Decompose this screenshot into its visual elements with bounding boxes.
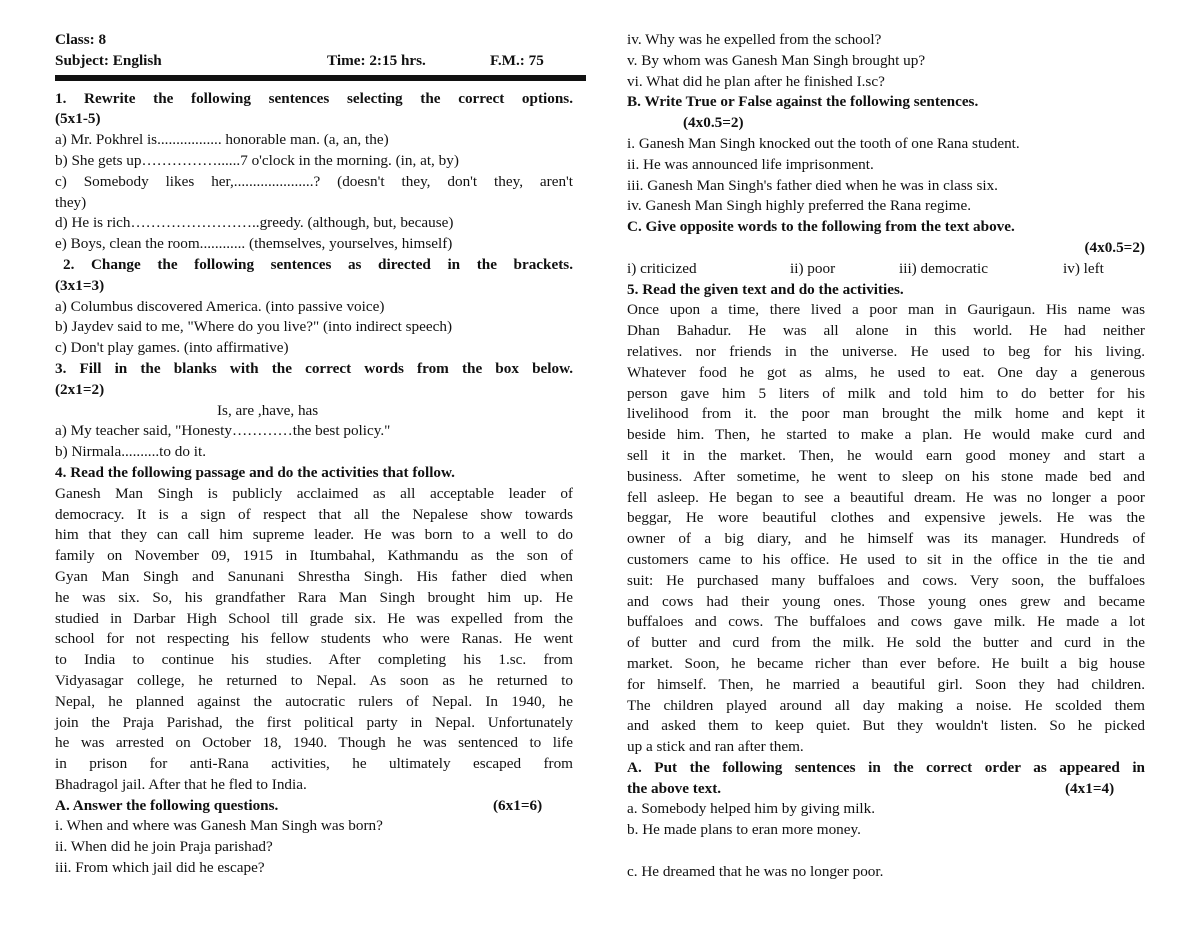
passage-line: Nepal, he planned against the autocratic rulers of Nepal. In 1940, he [55, 692, 573, 710]
q5a-item: b. He made plans to eran more money. [627, 821, 861, 839]
right-column [627, 30, 1145, 883]
passage-line: sell it in the market. Then, he would earn good money and start a [627, 446, 1145, 464]
q1-item: e) Boys, clean the room............ (themselves, yourselves, himself) [55, 235, 453, 253]
passage-line: he was arrested on October 18, 1940. Though he was sentenced to life [55, 734, 573, 752]
q4c-heading: C. Give opposite words to the following from the text above. [627, 218, 1015, 236]
q5a-heading: A. Put the following sentences in the correct order as appeared in [627, 758, 1145, 776]
q4a-item: ii. When did he join Praja parishad? [55, 838, 273, 856]
passage-line: business. After sometime, he went to sleep on his stone made bed and [627, 467, 1145, 485]
q5-heading: 5. Read the given text and do the activities. [627, 280, 904, 298]
q2-item: b) Jaydev said to me, "Where do you live?" (into indirect speech) [55, 318, 453, 336]
passage-line: Whatever food he got as alms, he used to eat. One day a generous [627, 363, 1145, 381]
q1-item: b) She gets up……………......7 o'clock in the morning. (in, at, by) [55, 151, 459, 169]
passage-line: Ganesh Man Singh is publicly acclaimed as all acceptable leader of [55, 484, 573, 502]
passage-line: person gave him 5 liters of milk and told him to do better for his [627, 384, 1145, 402]
subject-label: Subject: English [55, 51, 162, 69]
q4b-item: iv. Ganesh Man Singh highly preferred the Rana regime. [627, 197, 972, 215]
left-column [55, 30, 573, 879]
q2-item: a) Columbus discovered America. (into passive voice) [55, 297, 385, 315]
passage-line: Gyan Man Singh and Sanunani Shrestha Singh. His father died when [55, 567, 573, 585]
header-row [55, 51, 573, 72]
q1-marks: (5x1-5) [55, 110, 101, 128]
q4-heading: 4. Read the following passage and do the activities that follow. [55, 463, 455, 481]
q4a-heading: A. Answer the following questions. [55, 796, 279, 814]
q1-item: they) [55, 193, 87, 211]
q4a-marks: (6x1=6) [493, 796, 543, 814]
q5a-heading-row [627, 779, 1145, 800]
passage-line: The children played around all day making a noise. He scolded them [627, 696, 1145, 714]
q1-item: a) Mr. Pokhrel is................. honorable man. (a, an, the) [55, 131, 389, 149]
passage-line: livelihood from it. the poor man brought the milk home and kept it [627, 405, 1145, 423]
passage-line: to India to continue his studies. After completing his 1.sc. from [55, 651, 573, 669]
q4a-item: iii. From which jail did he escape? [55, 859, 265, 877]
passage-line: owner of a big diary, and he himself was its manager. Hundreds of [627, 530, 1145, 548]
class-label: Class: 8 [55, 31, 107, 48]
header-rule [55, 75, 586, 81]
q3-word-box: Is, are ,have, has [217, 401, 319, 419]
passage-line: Bhadragol jail. After that he fled to India. [55, 775, 307, 793]
passage-line: join the Praja Parishad, the first political party in Nepal. Unfortunately [55, 713, 573, 731]
q2-item: c) Don't play games. (into affirmative) [55, 339, 289, 357]
passage-line: suit: He purchased many buffaloes and cows. Very soon, the buffaloes [627, 571, 1145, 589]
passage-line: buffaloes and cows. The buffaloes and cows gave milk. He made a lot [627, 613, 1145, 631]
q1-item: c) Somebody likes her,.....................? (doesn't they, don't they, aren't [55, 172, 573, 190]
q4-passage [55, 484, 573, 796]
passage-line: beside him. Then, he started to make a plan. He would make curd and [627, 426, 1145, 444]
q3-item: a) My teacher said, "Honesty…………the best policy." [55, 422, 391, 440]
q4a-item: iv. Why was he expelled from the school? [627, 31, 882, 48]
q1-heading: 1. Rewrite the following sentences selecting the correct options. [55, 89, 573, 107]
full-marks-label: F.M.: 75 [490, 51, 544, 69]
passage-line: family on November 09, 1915 in Itumbahal, Kathmandu as the son of [55, 547, 573, 565]
q4c-words-row [627, 259, 1145, 280]
q4b-item: i. Ganesh Man Singh knocked out the tooth of one Rana student. [627, 134, 1020, 152]
passage-line: Vidyasagar college, he returned to Nepal. As soon as he returned to [55, 671, 573, 689]
passage-line: he was six. So, his grandfather Rara Man Singh brought him up. He [55, 588, 573, 606]
time-label: Time: 2:15 hrs. [327, 51, 426, 69]
opposite-word: i) criticized [627, 259, 697, 277]
opposite-word: iii) democratic [899, 259, 988, 277]
passage-line: and asked them to keep quiet. But they wouldn't listen. So he picked [627, 717, 1145, 735]
q5-passage [627, 300, 1145, 758]
q4c-marks: (4x0.5=2) [1084, 238, 1145, 256]
passage-line: beggar, He wore beautiful clothes and expensive jewels. He was the [627, 509, 1145, 527]
q3-marks: (2x1=2) [55, 380, 105, 398]
passage-line: school for not respecting his fellow students who were Ranas. He went [55, 630, 573, 648]
opposite-word: ii) poor [790, 259, 836, 277]
q5a-item: a. Somebody helped him by giving milk. [627, 800, 876, 818]
passage-line: him that they can call him supreme leader. He was born to a well to do [55, 526, 573, 544]
passage-line: relatives. nor friends in the universe. He used to beg for his living. [627, 342, 1145, 360]
passage-line: market. Soon, he became richer than ever before. He built a big house [627, 654, 1145, 672]
q5a-heading-cont: the above text. [627, 779, 722, 797]
q4b-heading: B. Write True or False against the following sentences. [627, 93, 979, 111]
passage-line: democracy. It is a sign of respect that all the Nepalese show towards [55, 505, 573, 523]
passage-line: Dhan Bahadur. He was all alone in this world. He had neither [627, 322, 1145, 340]
q5a-marks: (4x1=4) [1065, 779, 1115, 797]
q4a-item: i. When and where was Ganesh Man Singh was born? [55, 817, 383, 835]
q4b-marks: (4x0.5=2) [683, 114, 744, 132]
passage-line: and cows had their young ones. Those young ones grew and became [627, 592, 1145, 610]
q4b-item: iii. Ganesh Man Singh's father died when he was in class six. [627, 176, 998, 194]
passage-line: customers came to his office. He used to sit in the office in the tie and [627, 550, 1145, 568]
passage-line: fell asleep. He began to see a beautiful dream. He was no longer a poor [627, 488, 1145, 506]
passage-line: up a stick and ran after them. [627, 738, 804, 756]
q3-heading: 3. Fill in the blanks with the correct words from the box below. [55, 359, 573, 377]
q2-heading: 2. Change the following sentences as directed in the brackets. [63, 255, 573, 273]
opposite-word: iv) left [1063, 259, 1104, 277]
q3-item: b) Nirmala..........to do it. [55, 443, 207, 461]
q4a-item: vi. What did he plan after he finished I.sc? [627, 72, 885, 90]
passage-line: of butter and curd from the milk. He sold the butter and curd in the [627, 634, 1145, 652]
q2-marks: (3x1=3) [55, 276, 105, 294]
q4a-item: v. By whom was Ganesh Man Singh brought up? [627, 51, 926, 69]
passage-line: Once upon a time, there lived a poor man in Gaurigaun. His name was [627, 301, 1145, 319]
passage-line: for himself. Then, he married a beautiful girl. Soon they had children. [627, 675, 1145, 693]
passage-line: studied in Darbar High School till grade six. He was expelled from the [55, 609, 573, 627]
q4b-item: ii. He was announced life imprisonment. [627, 155, 874, 173]
q5a-item: c. He dreamed that he was no longer poor. [627, 863, 884, 881]
q1-item: d) He is rich……………………..greedy. (although, but, because) [55, 214, 454, 232]
passage-line: in prison for anti-Rana activities, he ultimately escaped from [55, 755, 573, 773]
q4a-heading-row [55, 796, 573, 817]
spacer [627, 841, 1145, 862]
